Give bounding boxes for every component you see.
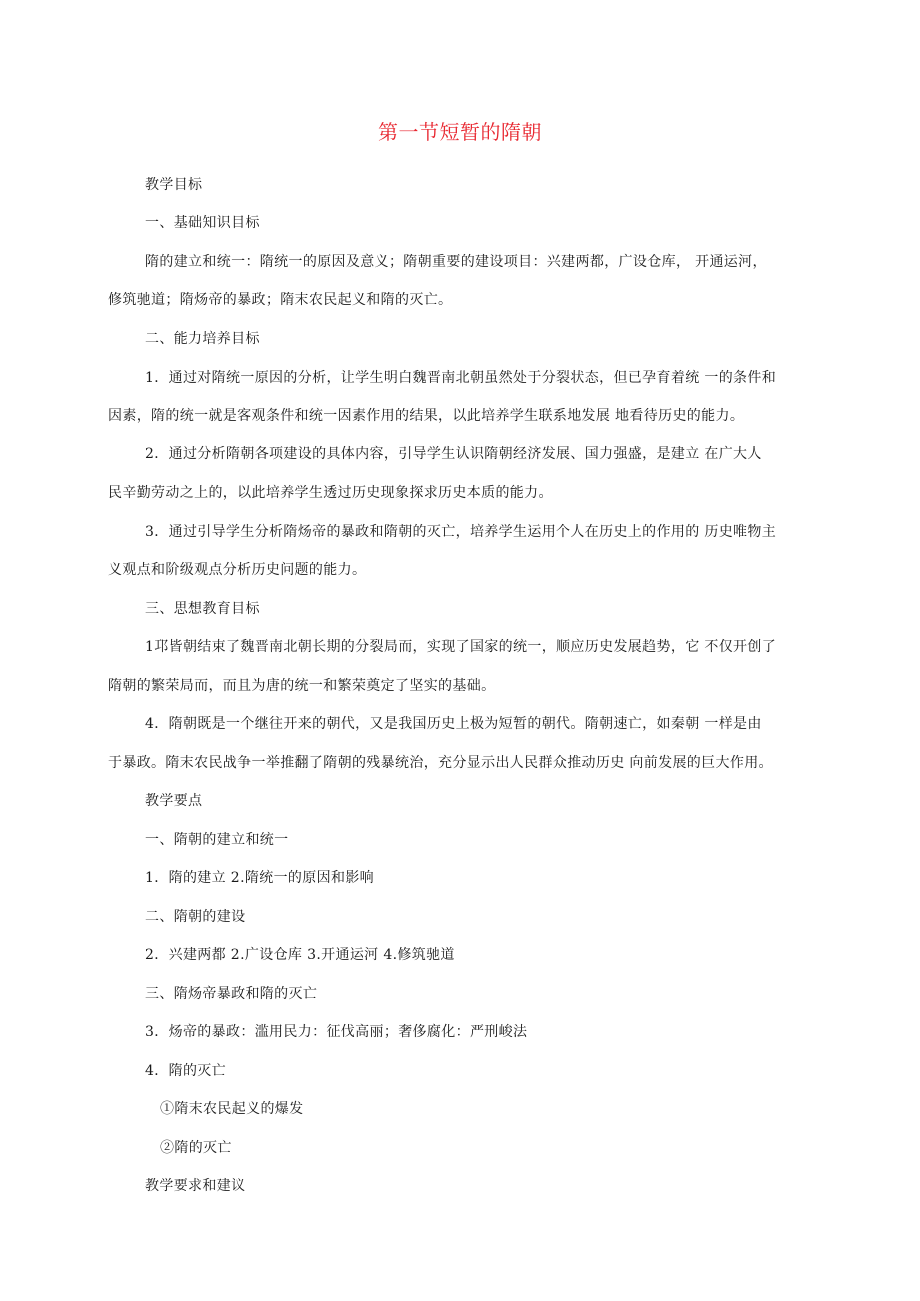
paragraph-line: 3．通过引导学生分析隋炀帝的暴政和隋朝的灭亡，培养学生运用个人在历史上的作用的 历史唯物主 <box>145 524 777 540</box>
paragraph-line: 2．通过分析隋朝各项建设的具体内容，引导学生认识隋朝经济发展、国力强盛，是建立 在广大人 <box>145 446 762 462</box>
list-item: 2．兴建两都 2.广设仓库 3.开通运河 4.修筑驰道 <box>145 947 455 963</box>
subheading-point-1: 一、隋朝的建立和统一 <box>145 832 289 848</box>
heading-teaching-objectives: 教学目标 <box>145 177 203 193</box>
paragraph-line: 因素，隋的统一就是客观条件和统一因素作用的结果，以此培养学生联系地发展 地看待历史的能力。 <box>108 408 745 424</box>
paragraph-line: 于暴政。隋末农民战争一举推翻了隋朝的残暴统治，充分显示出人民群众推动历史 向前发展的巨大作用。 <box>108 755 773 771</box>
list-item: 1．隋的建立 2.隋统一的原因和影响 <box>145 870 375 886</box>
list-item: 3．炀帝的暴政：滥用民力：征伐高丽；奢侈腐化：严刑峻法 <box>145 1024 528 1040</box>
paragraph-line: 1．通过对隋统一原因的分析，让学生明白魏晋南北朝虽然处于分裂状态，但已孕育着统 一的条件和 <box>145 370 777 386</box>
subheading-ideological: 三、思想教育目标 <box>145 601 260 617</box>
list-subitem: ②隋的灭亡 <box>160 1140 232 1156</box>
paragraph-line: 隋的建立和统一：隋统一的原因及意义；隋朝重要的建设项目：兴建两都，广设仓库， 开通运河， <box>145 254 767 270</box>
subheading-point-3: 三、隋炀帝暴政和隋的灭亡 <box>145 986 318 1002</box>
paragraph-line: 4．隋朝既是一个继往开来的朝代，又是我国历史上极为短暂的朝代。隋朝速亡，如秦朝 一样是由 <box>145 716 762 732</box>
paragraph-line: 修筑驰道；隋炀帝的暴政；隋末农民起义和隋的灭亡。 <box>108 292 453 308</box>
heading-requirements: 教学要求和建议 <box>145 1178 246 1194</box>
subheading-ability: 二、能力培养目标 <box>145 331 260 347</box>
subheading-point-2: 二、隋朝的建设 <box>145 909 246 925</box>
paragraph-line: 义观点和阶级观点分析历史问题的能力。 <box>108 562 367 578</box>
paragraph-line: 1邛皆朝结束了魏晋南北朝长期的分裂局而，实现了国家的统一，顺应历史发展趋势，它 不仅开创了 <box>145 639 777 655</box>
page-title: 第一节短暂的隋朝 <box>378 120 542 144</box>
heading-teaching-points: 教学要点 <box>145 793 203 809</box>
list-item: 4．隋的灭亡 <box>145 1063 227 1079</box>
paragraph-line: 民辛勤劳动之上的，以此培养学生透过历史现象探求历史本质的能力。 <box>108 485 553 501</box>
subheading-basic-knowledge: 一、基础知识目标 <box>145 215 260 231</box>
paragraph-line: 隋朝的繁荣局而，而且为唐的统一和繁荣奠定了坚实的基础。 <box>108 678 496 694</box>
list-subitem: ①隋末农民起义的爆发 <box>160 1101 304 1117</box>
